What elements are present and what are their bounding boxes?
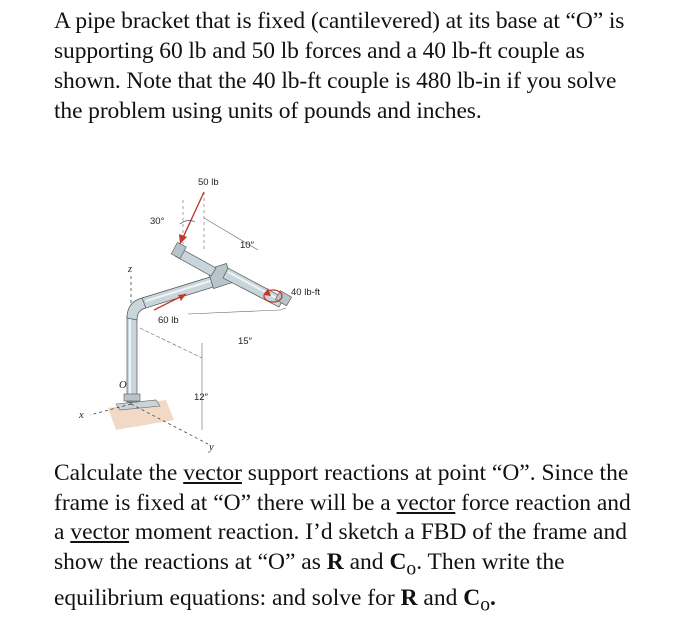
text-span: . Then write the	[416, 548, 565, 575]
dim-12-label: 12″	[194, 392, 208, 403]
dim-15-label: 15″	[238, 336, 252, 347]
force-60-label: 60 lb	[158, 315, 179, 326]
text-span: show the reactions at “O” as	[54, 548, 327, 575]
underlined-vector: vector	[396, 489, 456, 516]
text-span: moment reaction. I’d sketch a FBD of the frame and	[129, 519, 627, 545]
x-axis-label: x	[79, 410, 84, 421]
force-50-label: 50 lb	[198, 177, 219, 188]
bold-r: R	[326, 548, 344, 575]
text-span: force reaction and	[455, 489, 631, 516]
bold-c: C	[463, 584, 481, 611]
subscript-o: o	[480, 594, 491, 616]
dim-12-line	[140, 328, 202, 358]
text-span: a	[54, 519, 71, 545]
angle-label: 30°	[150, 216, 165, 227]
couple-label: 40 lb-ft	[291, 287, 321, 298]
bold-period: .	[490, 584, 496, 611]
text-span: and	[417, 584, 464, 611]
subscript-o: o	[406, 558, 417, 580]
underlined-vector: vector	[183, 460, 242, 486]
y-axis-label: y	[209, 442, 214, 453]
underlined-vector: vector	[70, 519, 130, 545]
dim-15-line	[188, 310, 280, 314]
text-span: support reactions at point “O”. Since the	[241, 460, 629, 486]
instruction-line-5	[54, 584, 684, 620]
text-span: frame is fixed at “O” there will be a	[54, 489, 397, 516]
pipe-bracket-diagram	[70, 168, 370, 460]
angle-arc	[180, 220, 195, 224]
z-axis-label: z	[128, 264, 133, 275]
instruction-line-3	[54, 518, 684, 548]
problem-line-3: shown. Note that the 40 lb-ft couple is 480 lb-in if you solve	[54, 68, 617, 94]
problem-line-1: A pipe bracket that is fixed (cantilevered) at its base at “O” is	[54, 8, 625, 34]
problem-statement	[54, 6, 679, 126]
text-span: equilibrium equations: and solve for	[54, 584, 401, 611]
instruction-line-2	[54, 489, 684, 519]
vertical-pipe	[127, 316, 137, 402]
problem-line-2: supporting 60 lb and 50 lb forces and a 40 lb-ft couple as	[54, 38, 585, 64]
pipe-bracket-figure	[70, 168, 370, 460]
origin-label: O	[119, 380, 127, 391]
instruction-line-4	[54, 548, 684, 584]
instruction-line-1	[54, 459, 684, 489]
dim-15-leader	[280, 308, 286, 310]
bold-c: C	[389, 548, 407, 575]
text-span: and	[343, 548, 390, 575]
dim-10-label: 10″	[240, 240, 254, 251]
instructions	[54, 459, 684, 620]
problem-line-4: the problem using units of pounds and inches.	[54, 98, 482, 124]
text-span: Calculate the	[54, 460, 184, 486]
bold-r: R	[400, 584, 418, 611]
vertical-pipe-flange	[124, 394, 140, 401]
horizontal-pipe-highlight	[228, 272, 282, 301]
